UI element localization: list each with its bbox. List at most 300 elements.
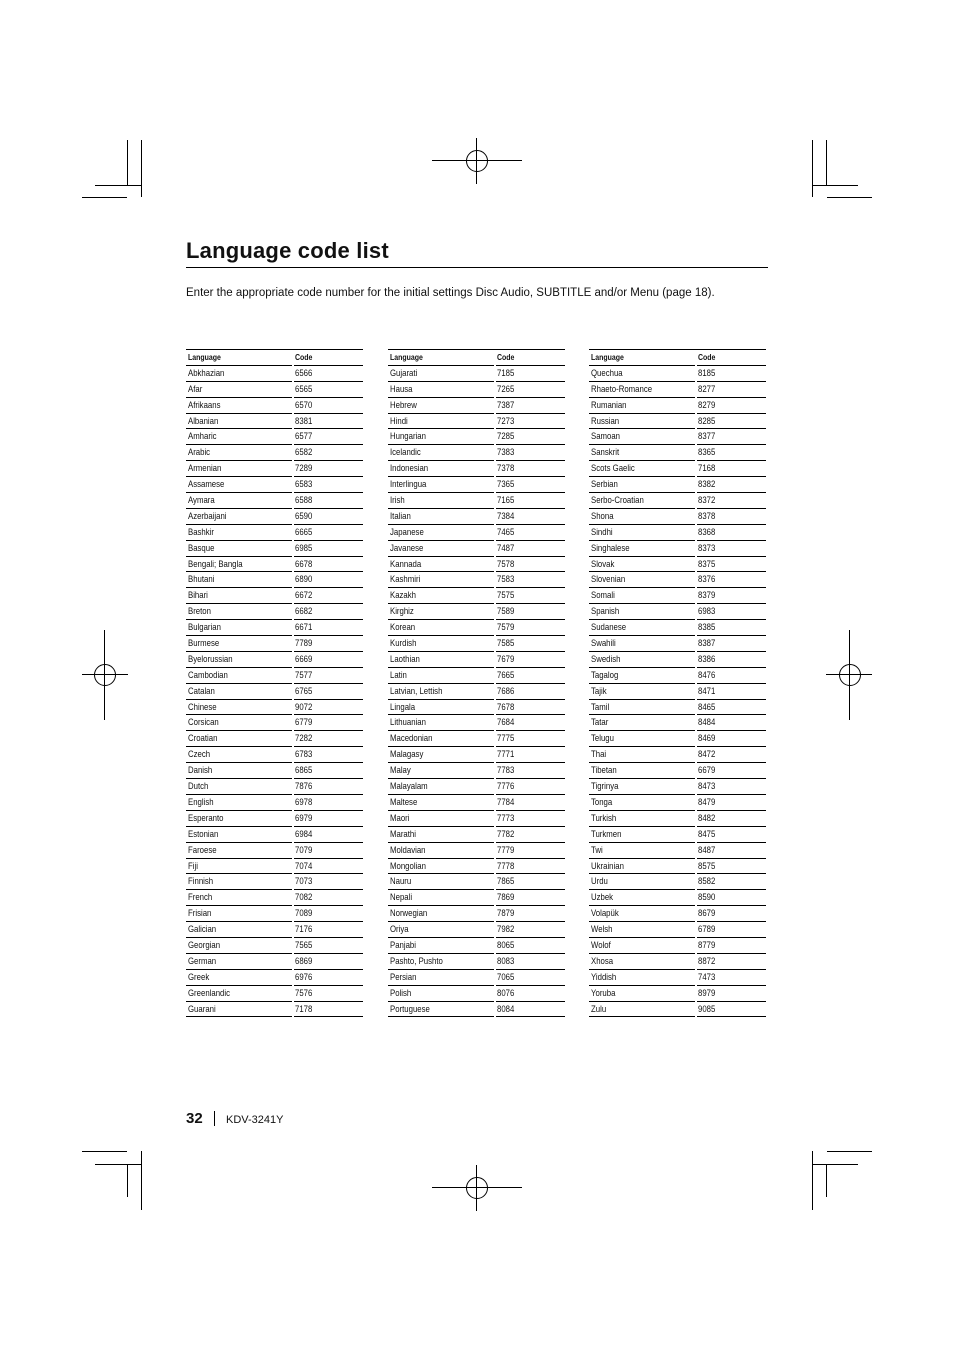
code-cell — [496, 731, 565, 747]
language-name: Serbo-Croatian — [591, 495, 644, 507]
code-cell — [294, 429, 363, 445]
language-code: 8484 — [698, 717, 716, 729]
language-code: 7473 — [698, 971, 716, 983]
language-cell — [186, 414, 292, 430]
language-name: Kannada — [390, 558, 422, 570]
code-cell — [697, 906, 766, 922]
code-cell — [496, 827, 565, 843]
code-cell — [697, 620, 766, 636]
language-code: 8381 — [295, 415, 313, 427]
language-name: Corsican — [188, 717, 219, 729]
language-name: Greek — [188, 971, 210, 983]
code-cell — [294, 684, 363, 700]
language-code: 7565 — [295, 939, 313, 951]
language-cell — [186, 906, 292, 922]
code-cell — [496, 843, 565, 859]
language-cell — [186, 811, 292, 827]
table-row — [388, 874, 565, 890]
code-cell — [294, 636, 363, 652]
language-code: 8471 — [698, 685, 716, 697]
table-row — [388, 763, 565, 779]
language-cell — [589, 874, 695, 890]
code-cell — [496, 557, 565, 573]
language-code: 6565 — [295, 383, 313, 395]
code-cell — [697, 970, 766, 986]
language-code: 8365 — [698, 447, 716, 459]
code-cell — [496, 572, 565, 588]
table-row — [589, 445, 766, 461]
intro-text: Enter the appropriate code number for the initial settings Disc Audio, SUBTITLE and/or Menu (page 18). — [186, 287, 715, 299]
language-code: 8387 — [698, 638, 716, 650]
code-cell — [294, 414, 363, 430]
table-row — [388, 715, 565, 731]
code-cell — [697, 938, 766, 954]
language-cell — [388, 700, 494, 716]
language-code: 7384 — [497, 510, 515, 522]
code-cell — [697, 843, 766, 859]
table-row — [589, 715, 766, 731]
table-row — [388, 429, 565, 445]
language-name: Nauru — [390, 876, 412, 888]
language-cell — [388, 636, 494, 652]
language-cell — [388, 382, 494, 398]
table-row — [186, 811, 363, 827]
language-cell — [589, 922, 695, 938]
code-cell — [697, 715, 766, 731]
language-cell — [589, 604, 695, 620]
language-cell — [186, 731, 292, 747]
language-code: 8479 — [698, 796, 716, 808]
table-row — [388, 970, 565, 986]
language-name: Japanese — [390, 526, 424, 538]
language-cell — [589, 652, 695, 668]
language-name: Yiddish — [591, 971, 617, 983]
code-cell — [294, 382, 363, 398]
language-cell — [186, 859, 292, 875]
language-cell — [589, 557, 695, 573]
table-row — [388, 843, 565, 859]
language-name: Ukrainian — [591, 860, 624, 872]
language-code: 7784 — [497, 796, 515, 808]
language-name: Hebrew — [390, 399, 417, 411]
code-cell — [697, 557, 766, 573]
language-name: Urdu — [591, 876, 608, 888]
table-row — [589, 763, 766, 779]
language-cell — [186, 429, 292, 445]
code-cell — [697, 445, 766, 461]
language-name: Twi — [591, 844, 603, 856]
language-cell — [589, 525, 695, 541]
code-cell — [496, 1002, 565, 1018]
table-row — [186, 1002, 363, 1018]
table-row — [589, 986, 766, 1002]
language-code: 7185 — [497, 367, 515, 379]
language-cell — [589, 445, 695, 461]
table-row — [186, 414, 363, 430]
code-cell — [496, 684, 565, 700]
language-code: 7387 — [497, 399, 515, 411]
language-cell — [388, 827, 494, 843]
language-cell — [589, 779, 695, 795]
language-name: Persian — [390, 971, 417, 983]
language-code: 7679 — [497, 653, 515, 665]
code-cell — [294, 986, 363, 1002]
language-code: 7773 — [497, 812, 515, 824]
code-cell — [496, 970, 565, 986]
language-code: 8277 — [698, 383, 716, 395]
header-language-cell — [186, 350, 292, 366]
code-cell — [294, 715, 363, 731]
table-row — [186, 398, 363, 414]
language-code: 7178 — [295, 1003, 313, 1015]
language-cell — [589, 906, 695, 922]
language-code: 6979 — [295, 812, 313, 824]
code-cell — [496, 636, 565, 652]
language-name: Norwegian — [390, 908, 428, 920]
table-row — [186, 795, 363, 811]
table-row — [186, 859, 363, 875]
language-name: Assamese — [188, 479, 225, 491]
code-cell — [697, 763, 766, 779]
language-name: Irish — [390, 495, 405, 507]
language-name: Icelandic — [390, 447, 421, 459]
language-code: 7585 — [497, 638, 515, 650]
language-cell — [388, 843, 494, 859]
table-row — [186, 557, 363, 573]
code-cell — [294, 398, 363, 414]
code-cell — [496, 890, 565, 906]
code-cell — [496, 747, 565, 763]
language-name: Russian — [591, 415, 620, 427]
language-code: 7575 — [497, 590, 515, 602]
language-cell — [589, 843, 695, 859]
code-cell — [697, 954, 766, 970]
language-name: Latvian, Lettish — [390, 685, 443, 697]
table-row — [186, 874, 363, 890]
language-cell — [388, 652, 494, 668]
language-name: Uzbek — [591, 892, 614, 904]
table-row — [388, 1002, 565, 1018]
language-code: 6779 — [295, 717, 313, 729]
table-row — [388, 859, 565, 875]
language-cell — [186, 461, 292, 477]
language-code: 7487 — [497, 542, 515, 554]
code-cell — [697, 588, 766, 604]
language-name: Malay — [390, 765, 411, 777]
language-cell — [186, 382, 292, 398]
code-cell — [697, 668, 766, 684]
language-code: 8473 — [698, 781, 716, 793]
language-cell — [388, 525, 494, 541]
language-code: 7686 — [497, 685, 515, 697]
language-cell — [388, 890, 494, 906]
language-name: Swahili — [591, 638, 616, 650]
code-cell — [294, 1002, 363, 1018]
table-row — [589, 509, 766, 525]
language-code: 7285 — [497, 431, 515, 443]
language-name: Slovak — [591, 558, 615, 570]
language-code: 7089 — [295, 908, 313, 920]
table-row — [388, 700, 565, 716]
language-code: 8376 — [698, 574, 716, 586]
code-cell — [697, 652, 766, 668]
language-cell — [589, 986, 695, 1002]
language-cell — [589, 970, 695, 986]
header-language-label: Language — [188, 352, 221, 362]
language-code: 6582 — [295, 447, 313, 459]
table-header — [589, 350, 766, 366]
language-name: Dutch — [188, 781, 209, 793]
language-code: 6985 — [295, 542, 313, 554]
language-code: 6890 — [295, 574, 313, 586]
language-code: 7778 — [497, 860, 515, 872]
language-cell — [388, 779, 494, 795]
table-row — [589, 398, 766, 414]
code-cell — [294, 525, 363, 541]
code-cell — [697, 572, 766, 588]
language-name: Moldavian — [390, 844, 426, 856]
language-code: 8382 — [698, 479, 716, 491]
language-name: Abkhazian — [188, 367, 225, 379]
code-cell — [697, 398, 766, 414]
language-cell — [388, 477, 494, 493]
code-cell — [294, 954, 363, 970]
language-cell — [589, 493, 695, 509]
language-code: 8285 — [698, 415, 716, 427]
language-code: 8872 — [698, 955, 716, 967]
language-name: Bashkir — [188, 526, 214, 538]
language-name: Kashmiri — [390, 574, 421, 586]
language-cell — [388, 668, 494, 684]
language-code: 7289 — [295, 463, 313, 475]
table-row — [589, 684, 766, 700]
language-code: 6865 — [295, 765, 313, 777]
code-cell — [294, 493, 363, 509]
title-rule — [186, 267, 768, 268]
language-code: 6976 — [295, 971, 313, 983]
language-name: German — [188, 955, 217, 967]
language-cell — [388, 874, 494, 890]
language-cell — [388, 938, 494, 954]
code-cell — [294, 477, 363, 493]
table-row — [589, 700, 766, 716]
table-row — [589, 1002, 766, 1018]
language-name: Azerbaijani — [188, 510, 227, 522]
language-cell — [388, 509, 494, 525]
code-cell — [697, 461, 766, 477]
language-cell — [589, 731, 695, 747]
language-name: Maori — [390, 812, 410, 824]
table-row — [186, 604, 363, 620]
language-name: Rhaeto-Romance — [591, 383, 653, 395]
language-cell — [589, 477, 695, 493]
code-cell — [294, 747, 363, 763]
table-row — [186, 652, 363, 668]
table-row — [186, 445, 363, 461]
language-cell — [186, 779, 292, 795]
table-row — [186, 493, 363, 509]
code-cell — [496, 986, 565, 1002]
code-cell — [697, 429, 766, 445]
code-cell — [697, 541, 766, 557]
language-cell — [589, 938, 695, 954]
table-row — [388, 445, 565, 461]
language-name: French — [188, 892, 213, 904]
code-cell — [496, 445, 565, 461]
code-cell — [294, 811, 363, 827]
language-name: Hausa — [390, 383, 413, 395]
language-cell — [186, 572, 292, 588]
language-name: Scots Gaelic — [591, 463, 635, 475]
language-code: 7775 — [497, 733, 515, 745]
table-row — [388, 398, 565, 414]
language-cell — [388, 541, 494, 557]
language-name: Georgian — [188, 939, 221, 951]
table-row — [589, 414, 766, 430]
language-cell — [186, 636, 292, 652]
language-code: 7365 — [497, 479, 515, 491]
language-code: 8379 — [698, 590, 716, 602]
code-cell — [496, 779, 565, 795]
language-cell — [186, 763, 292, 779]
table-row — [388, 684, 565, 700]
language-name: Pashto, Pushto — [390, 955, 443, 967]
language-name: Finnish — [188, 876, 214, 888]
table-row — [388, 906, 565, 922]
code-cell — [697, 414, 766, 430]
language-name: Sindhi — [591, 526, 613, 538]
language-code: 6789 — [698, 924, 716, 936]
code-cell — [496, 541, 565, 557]
language-cell — [388, 366, 494, 382]
language-code: 7779 — [497, 844, 515, 856]
table-row — [589, 954, 766, 970]
language-cell — [589, 382, 695, 398]
code-cell — [697, 604, 766, 620]
table-row — [186, 700, 363, 716]
language-code: 8679 — [698, 908, 716, 920]
language-code: 7879 — [497, 908, 515, 920]
language-code: 6783 — [295, 749, 313, 761]
code-cell — [294, 445, 363, 461]
code-cell — [496, 414, 565, 430]
language-name: Kazakh — [390, 590, 416, 602]
table-row — [388, 779, 565, 795]
header-code-label: Code — [295, 352, 313, 362]
language-name: Rumanian — [591, 399, 627, 411]
table-row — [589, 668, 766, 684]
language-cell — [388, 620, 494, 636]
language-name: Kirghiz — [390, 606, 414, 618]
code-cell — [294, 922, 363, 938]
language-code: 9072 — [295, 701, 313, 713]
code-cell — [496, 477, 565, 493]
language-name: Thai — [591, 749, 607, 761]
language-name: Byelorussian — [188, 653, 233, 665]
language-name: Oriya — [390, 924, 409, 936]
language-cell — [388, 414, 494, 430]
language-code: 6577 — [295, 431, 313, 443]
table-row — [388, 366, 565, 382]
table-header — [186, 350, 363, 366]
language-table-3 — [589, 349, 766, 1017]
language-code: 8065 — [497, 939, 515, 951]
table-row — [388, 747, 565, 763]
table-row — [186, 747, 363, 763]
table-row — [589, 747, 766, 763]
table-header — [388, 350, 565, 366]
language-code: 8472 — [698, 749, 716, 761]
code-cell — [496, 668, 565, 684]
language-name: Tamil — [591, 701, 610, 713]
table-row — [186, 986, 363, 1002]
language-cell — [186, 366, 292, 382]
language-cell — [186, 970, 292, 986]
table-row — [589, 588, 766, 604]
language-cell — [186, 1002, 292, 1018]
language-name: Zulu — [591, 1003, 607, 1015]
language-name: Afrikaans — [188, 399, 221, 411]
table-row — [388, 382, 565, 398]
code-cell — [697, 859, 766, 875]
language-name: Bengali; Bangla — [188, 558, 243, 570]
table-row — [186, 954, 363, 970]
language-name: Burmese — [188, 638, 220, 650]
language-name: Javanese — [390, 542, 424, 554]
table-row — [388, 557, 565, 573]
language-name: Tatar — [591, 717, 609, 729]
language-cell — [388, 747, 494, 763]
language-code: 6682 — [295, 606, 313, 618]
language-cell — [589, 398, 695, 414]
language-cell — [589, 1002, 695, 1018]
table-row — [186, 541, 363, 557]
language-code: 8378 — [698, 510, 716, 522]
table-row — [186, 715, 363, 731]
code-cell — [496, 795, 565, 811]
language-code: 6765 — [295, 685, 313, 697]
header-code-label: Code — [497, 352, 515, 362]
language-code: 7273 — [497, 415, 515, 427]
language-code: 7168 — [698, 463, 716, 475]
language-cell — [388, 859, 494, 875]
language-cell — [186, 445, 292, 461]
table-row — [186, 843, 363, 859]
table-row — [186, 763, 363, 779]
language-cell — [589, 747, 695, 763]
code-cell — [697, 827, 766, 843]
language-cell — [589, 827, 695, 843]
code-cell — [294, 970, 363, 986]
language-name: Fiji — [188, 860, 198, 872]
code-cell — [496, 620, 565, 636]
code-cell — [496, 715, 565, 731]
language-code: 6983 — [698, 606, 716, 618]
code-cell — [294, 557, 363, 573]
language-name: Indonesian — [390, 463, 429, 475]
table-row — [589, 970, 766, 986]
language-cell — [589, 763, 695, 779]
language-code: 7165 — [497, 495, 515, 507]
table-row — [186, 525, 363, 541]
language-name: Yoruba — [591, 987, 616, 999]
language-code: 6984 — [295, 828, 313, 840]
language-name: Tagalog — [591, 669, 619, 681]
language-cell — [186, 588, 292, 604]
code-cell — [496, 811, 565, 827]
language-cell — [186, 890, 292, 906]
table-row — [388, 636, 565, 652]
